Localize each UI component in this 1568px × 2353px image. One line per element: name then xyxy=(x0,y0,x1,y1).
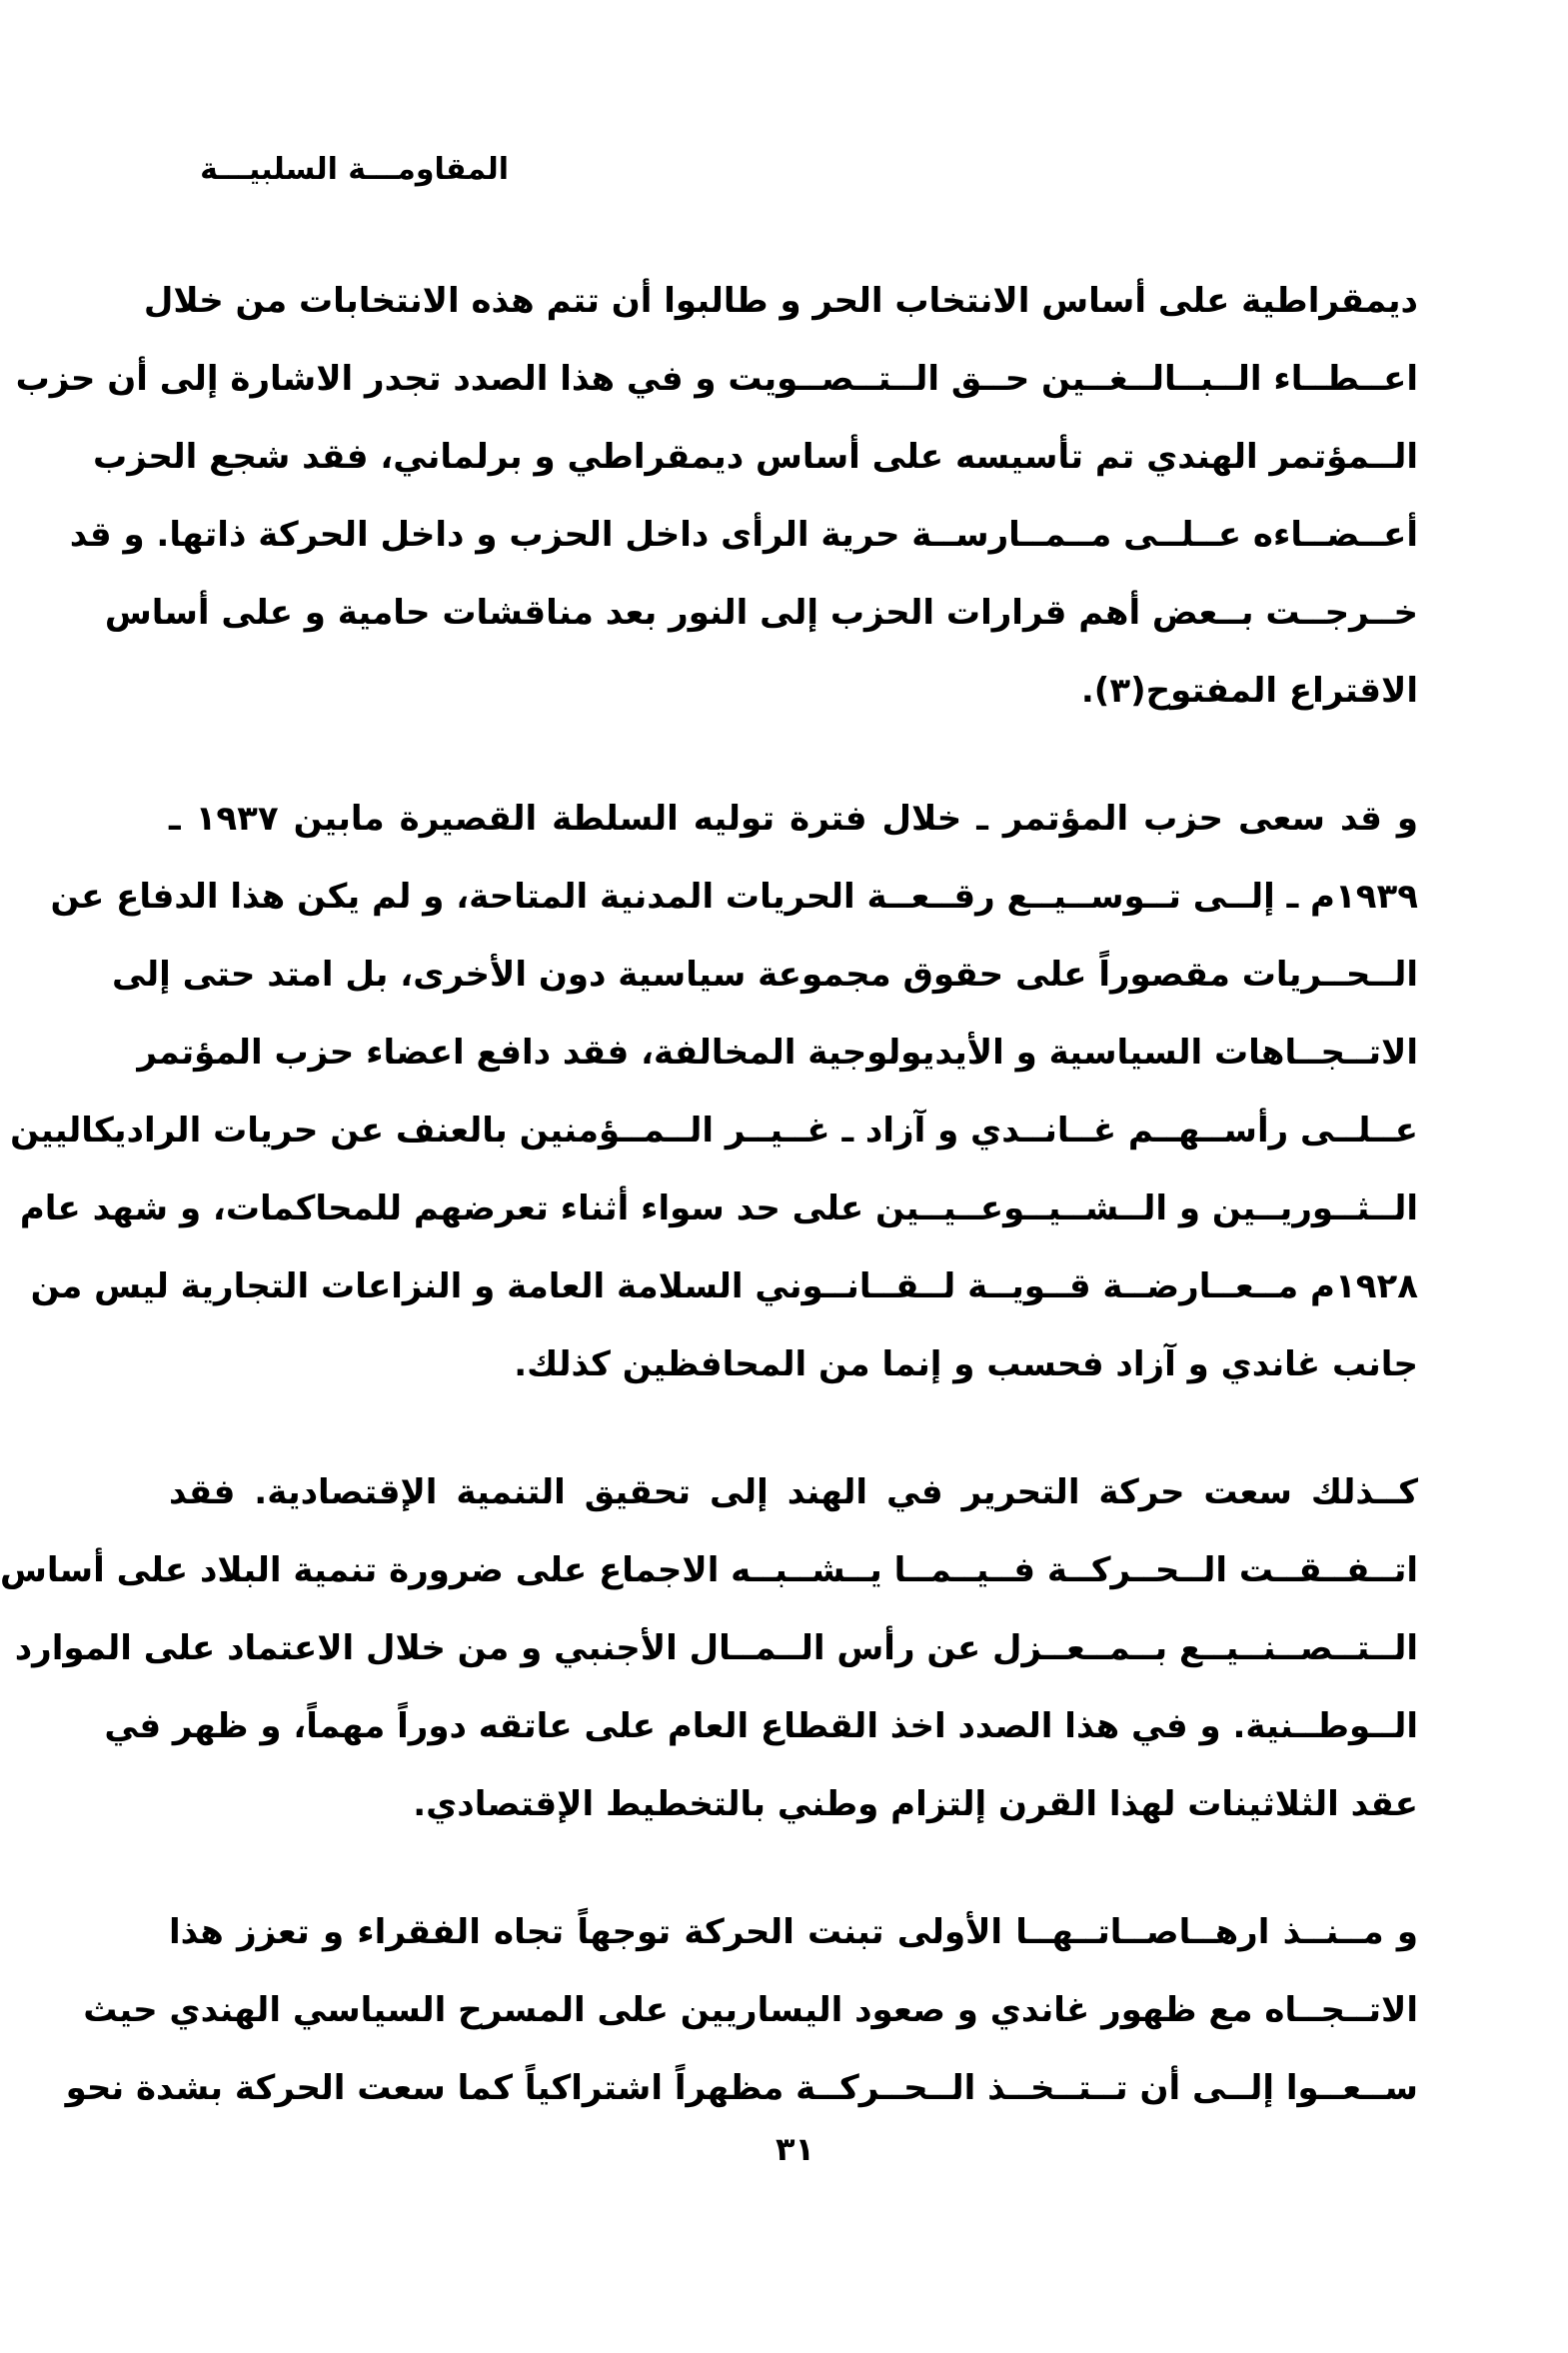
text-line: الــوطــنية. و في هذا الصدد اخذ القطاع العام على عاتقه دوراً مهماً، و ظهر في xyxy=(104,1706,1418,1746)
paragraph-spacer xyxy=(169,1843,1418,1893)
paragraph-4 xyxy=(65,1893,1418,2127)
text-line: خــرجــت بــعض أهم قرارات الحزب إلى النور بعد مناقشات حامية و على أساس xyxy=(104,593,1418,633)
page-number: ٣١ xyxy=(775,2130,815,2168)
text-line: ١٩٢٨م مــعــارضــة قــويــة لــقــانــوني السلامة العامة و النزاعات التجارية ليس من xyxy=(30,1266,1418,1306)
text-line: الــتــصــنــيــع بــمــعــزل عن رأس الــمــال الأجنبي و من خلال الاعتماد على الموارد xyxy=(14,1628,1418,1668)
text-line: كــذلك سعت حركة التحرير في الهند إلى تحقيق التنمية الإقتصادية. فقد xyxy=(169,1472,1418,1512)
text-line: عقد الثلاثينات لهذا القرن إلتزام وطني بالتخطيط الإقتصادي. xyxy=(413,1784,1418,1824)
text-line: عــلــى رأســهــم غــانــدي و آزاد ـ غــيــر الــمــؤمنين بالعنف عن حريات الراديكاليين xyxy=(10,1111,1418,1151)
text-line: الــحــريات مقصوراً على حقوق مجموعة سياسية دون الأخرى، بل امتد حتى إلى xyxy=(112,955,1418,995)
paragraph-spacer xyxy=(169,1403,1418,1453)
text-line: الــمؤتمر الهندي تم تأسيسه على أساس ديمقراطي و برلماني، فقد شجع الحزب xyxy=(93,437,1418,477)
text-line: الــثــوريــين و الــشــيــوعــيــين على حد سواء أثناء تعرضهم للمحاكمات، و شهد عام xyxy=(19,1188,1418,1228)
text-line: ١٩٣٩م ـ إلــى تــوســيــع رقــعــة الحريات المدنية المتاحة، و لم يكن هذا الدفاع عن xyxy=(50,877,1418,917)
text-line: اعــطــاء الــبــالــغــين حــق الــتــصــويت و في هذا الصدد تجدر الاشارة إلى أن حزب xyxy=(15,359,1418,399)
paragraph-2 xyxy=(10,780,1418,1403)
text-line: ســعــوا إلــى أن تــتــخــذ الــحــركــة مظهراً اشتراكياً كما سعت الحركة بشدة نحو xyxy=(65,2068,1418,2108)
paragraph-spacer xyxy=(169,730,1418,780)
text-line: اتــفــقــت الــحــركــة فــيــمــا يــشــبــه الاجماع على ضرورة تنمية البلاد على أساس xyxy=(0,1550,1418,1590)
text-line: أعــضــاءه عــلــى مــمــارســة حرية الرأى داخل الحزب و داخل الحركة ذاتها. و قد xyxy=(69,515,1418,555)
paragraph-3 xyxy=(0,1453,1418,1843)
body-text xyxy=(0,262,1418,2127)
text-line: جانب غاندي و آزاد فحسب و إنما من المحافظين كذلك. xyxy=(514,1344,1418,1384)
text-line: الاقتراع المفتوح(٣). xyxy=(1080,671,1418,711)
text-line: و قد سعى حزب المؤتمر ـ خلال فترة توليه السلطة القصيرة مابين ١٩٣٧ ـ xyxy=(169,799,1418,839)
running-header: المقاومـــة السلبيـــة xyxy=(200,152,509,187)
paragraph-1 xyxy=(15,262,1418,730)
text-line: ديمقراطية على أساس الانتخاب الحر و طالبوا أن تتم هذه الانتخابات من خلال xyxy=(143,281,1418,321)
text-line: الاتــجــاهات السياسية و الأيديولوجية المخالفة، فقد دافع اعضاء حزب المؤتمر xyxy=(137,1033,1418,1073)
text-line: الاتــجــاه مع ظهور غاندي و صعود اليساريين على المسرح السياسي الهندي حيث xyxy=(83,1990,1418,2030)
text-line: و مــنــذ ارهــاصــاتــهــا الأولى تبنت الحركة توجهاً تجاه الفقراء و تعزز هذا xyxy=(169,1912,1418,1952)
